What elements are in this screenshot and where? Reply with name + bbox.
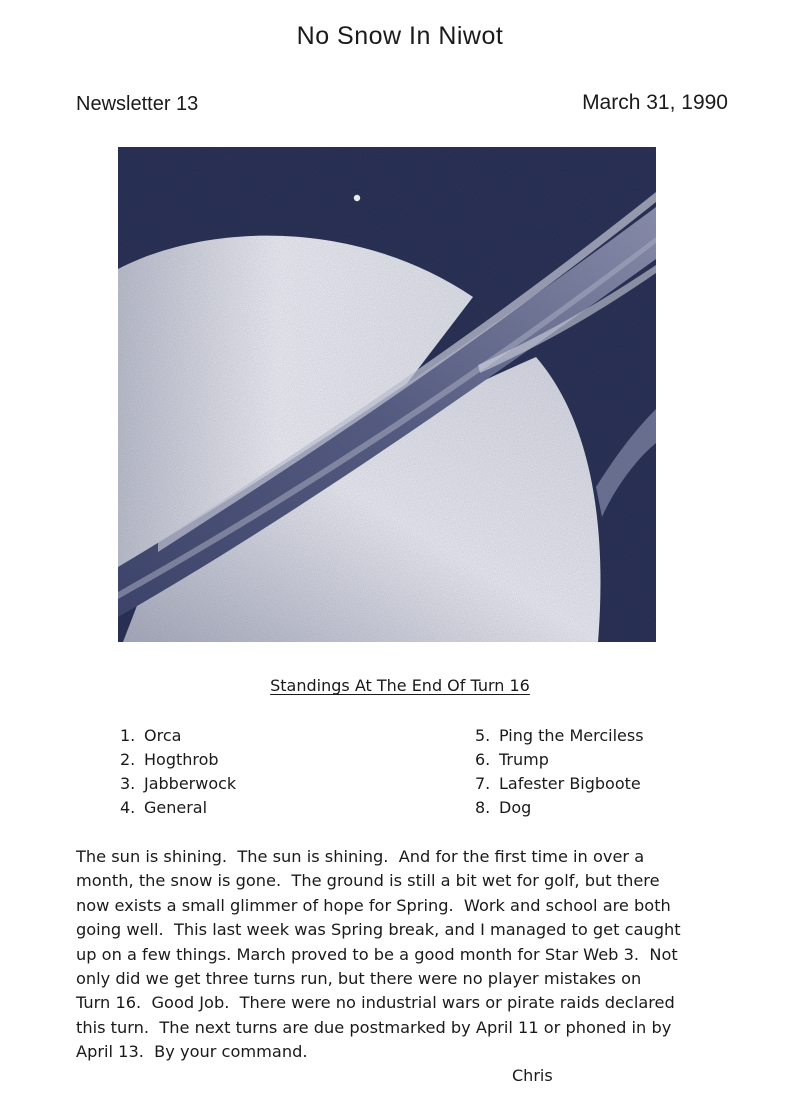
standings-item: [475, 796, 644, 820]
saturn-image: [118, 147, 656, 642]
body-line: The sun is shining. The sun is shining. And for the first time in over a: [76, 847, 645, 866]
standings-item: [475, 724, 644, 748]
body-line: up on a few things. March proved to be a good month for Star Web 3. Not: [76, 944, 678, 964]
standings-item: [120, 796, 236, 820]
rank: 5.: [475, 726, 491, 745]
issue-number: Newsletter 13: [76, 93, 199, 115]
rank: 1.: [120, 726, 136, 745]
player-name: Lafester Bigboote: [499, 774, 641, 793]
issue-date: March 31, 1990: [582, 91, 728, 114]
signature: Chris: [512, 1066, 553, 1085]
standings-title: Standings At The End Of Turn 16: [270, 676, 530, 695]
standings-list-left: [120, 724, 236, 820]
player-name: Trump: [499, 750, 549, 769]
player-name: Jabberwock: [144, 774, 237, 793]
body-line: Turn 16. Good Job. There were no industrial wars or pirate raids declared: [76, 993, 675, 1013]
rank: 3.: [120, 774, 136, 793]
rank: 7.: [475, 774, 491, 793]
rank: 8.: [475, 798, 491, 817]
rank: 6.: [475, 750, 491, 769]
newsletter-body: [76, 845, 736, 1065]
body-line: only did we get three turns run, but there were no player mistakes on: [76, 969, 642, 989]
rank: 4.: [120, 798, 136, 817]
standings-item: [120, 724, 236, 748]
player-name: Hogthrob: [144, 750, 219, 769]
body-line: going well. This last week was Spring break, and I managed to get caught: [76, 920, 681, 940]
player-name: General: [144, 798, 208, 817]
standings-item: [120, 772, 236, 796]
saturn-illustration: [118, 147, 656, 642]
standings-item: [475, 772, 644, 796]
body-line: this turn. The next turns are due postmarked by April 11 or phoned in by: [76, 1017, 672, 1037]
body-line: April 13. By your command.: [76, 1042, 308, 1062]
standings-item: [120, 748, 236, 772]
body-line: now exists a small glimmer of hope for Spring. Work and school are both: [76, 895, 671, 915]
rank: 2.: [120, 750, 136, 769]
player-name: Orca: [144, 726, 182, 745]
body-line: month, the snow is gone. The ground is still a bit wet for golf, but there: [76, 871, 660, 891]
standings-item: [475, 748, 644, 772]
standings-list-right: [475, 724, 644, 820]
player-name: Ping the Merciless: [499, 726, 644, 745]
player-name: Dog: [499, 798, 532, 817]
newsletter-title: No Snow In Niwot: [296, 22, 504, 50]
